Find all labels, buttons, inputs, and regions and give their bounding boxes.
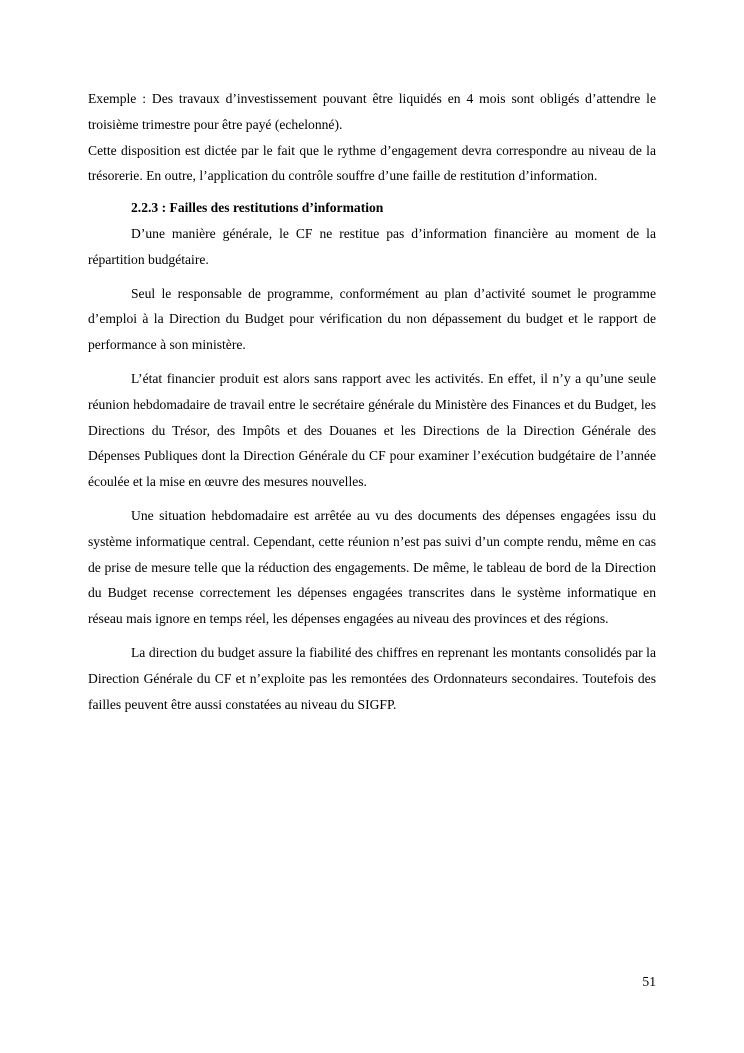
document-body	[88, 86, 656, 717]
disposition-paragraph: Cette disposition est dictée par le fait que le rythme d’engagement devra correspondre au niveau de la trésorerie. En outre, l’application du contrôle souffre d’une faille de restitution d’information.	[88, 142, 656, 184]
body-paragraph: D’une manière générale, le CF ne restitue pas d’information financière au moment de la répartition budgétaire.	[88, 225, 656, 267]
page-number: 51	[642, 974, 656, 989]
body-paragraph: Une situation hebdomadaire est arrêtée au vu des documents des dépenses engagées issu du système informatique central. Cependant, cette réunion n’est pas suivi d’un compte rendu, même en cas de prise de mesure telle que la réduction des engagements. De même, le tableau de bord de la Direction du Budget recense correctement les dépenses engagées transcrites dans le système informatique en réseau mais ignore en temps réel, les dépenses engagées au niveau des provinces et des régions.	[88, 507, 656, 627]
section-heading: 2.2.3 : Failles des restitutions d’information	[131, 200, 384, 216]
body-paragraph: La direction du budget assure la fiabilité des chiffres en reprenant les montants consolidés par la Direction Générale du CF et n’exploite pas les remontées des Ordonnateurs secondaires. Toutefois des failles peuvent être aussi constatées au niveau du SIGFP.	[88, 644, 656, 712]
body-paragraph: Seul le responsable de programme, conformément au plan d’activité soumet le programme d’emploi à la Direction du Budget pour vérification du non dépassement du budget et le rapport de performance à son ministère.	[88, 285, 656, 353]
body-paragraph: L’état financier produit est alors sans rapport avec les activités. En effet, il n’y a qu’une seule réunion hebdomadaire de travail entre le secrétaire générale du Ministère des Finances et du Budget, les Directions du Trésor, des Impôts et des Douanes et les Directions de la Direction Générale des Dépenses Publiques dont la Direction Générale du CF pour examiner l’exécution budgétaire de l’année écoulée et la mise en œuvre des mesures nouvelles.	[88, 370, 656, 490]
example-paragraph: Exemple : Des travaux d’investissement pouvant être liquidés en 4 mois sont obligés d’attendre le troisième trimestre pour être payé (echelonné).	[88, 91, 656, 132]
